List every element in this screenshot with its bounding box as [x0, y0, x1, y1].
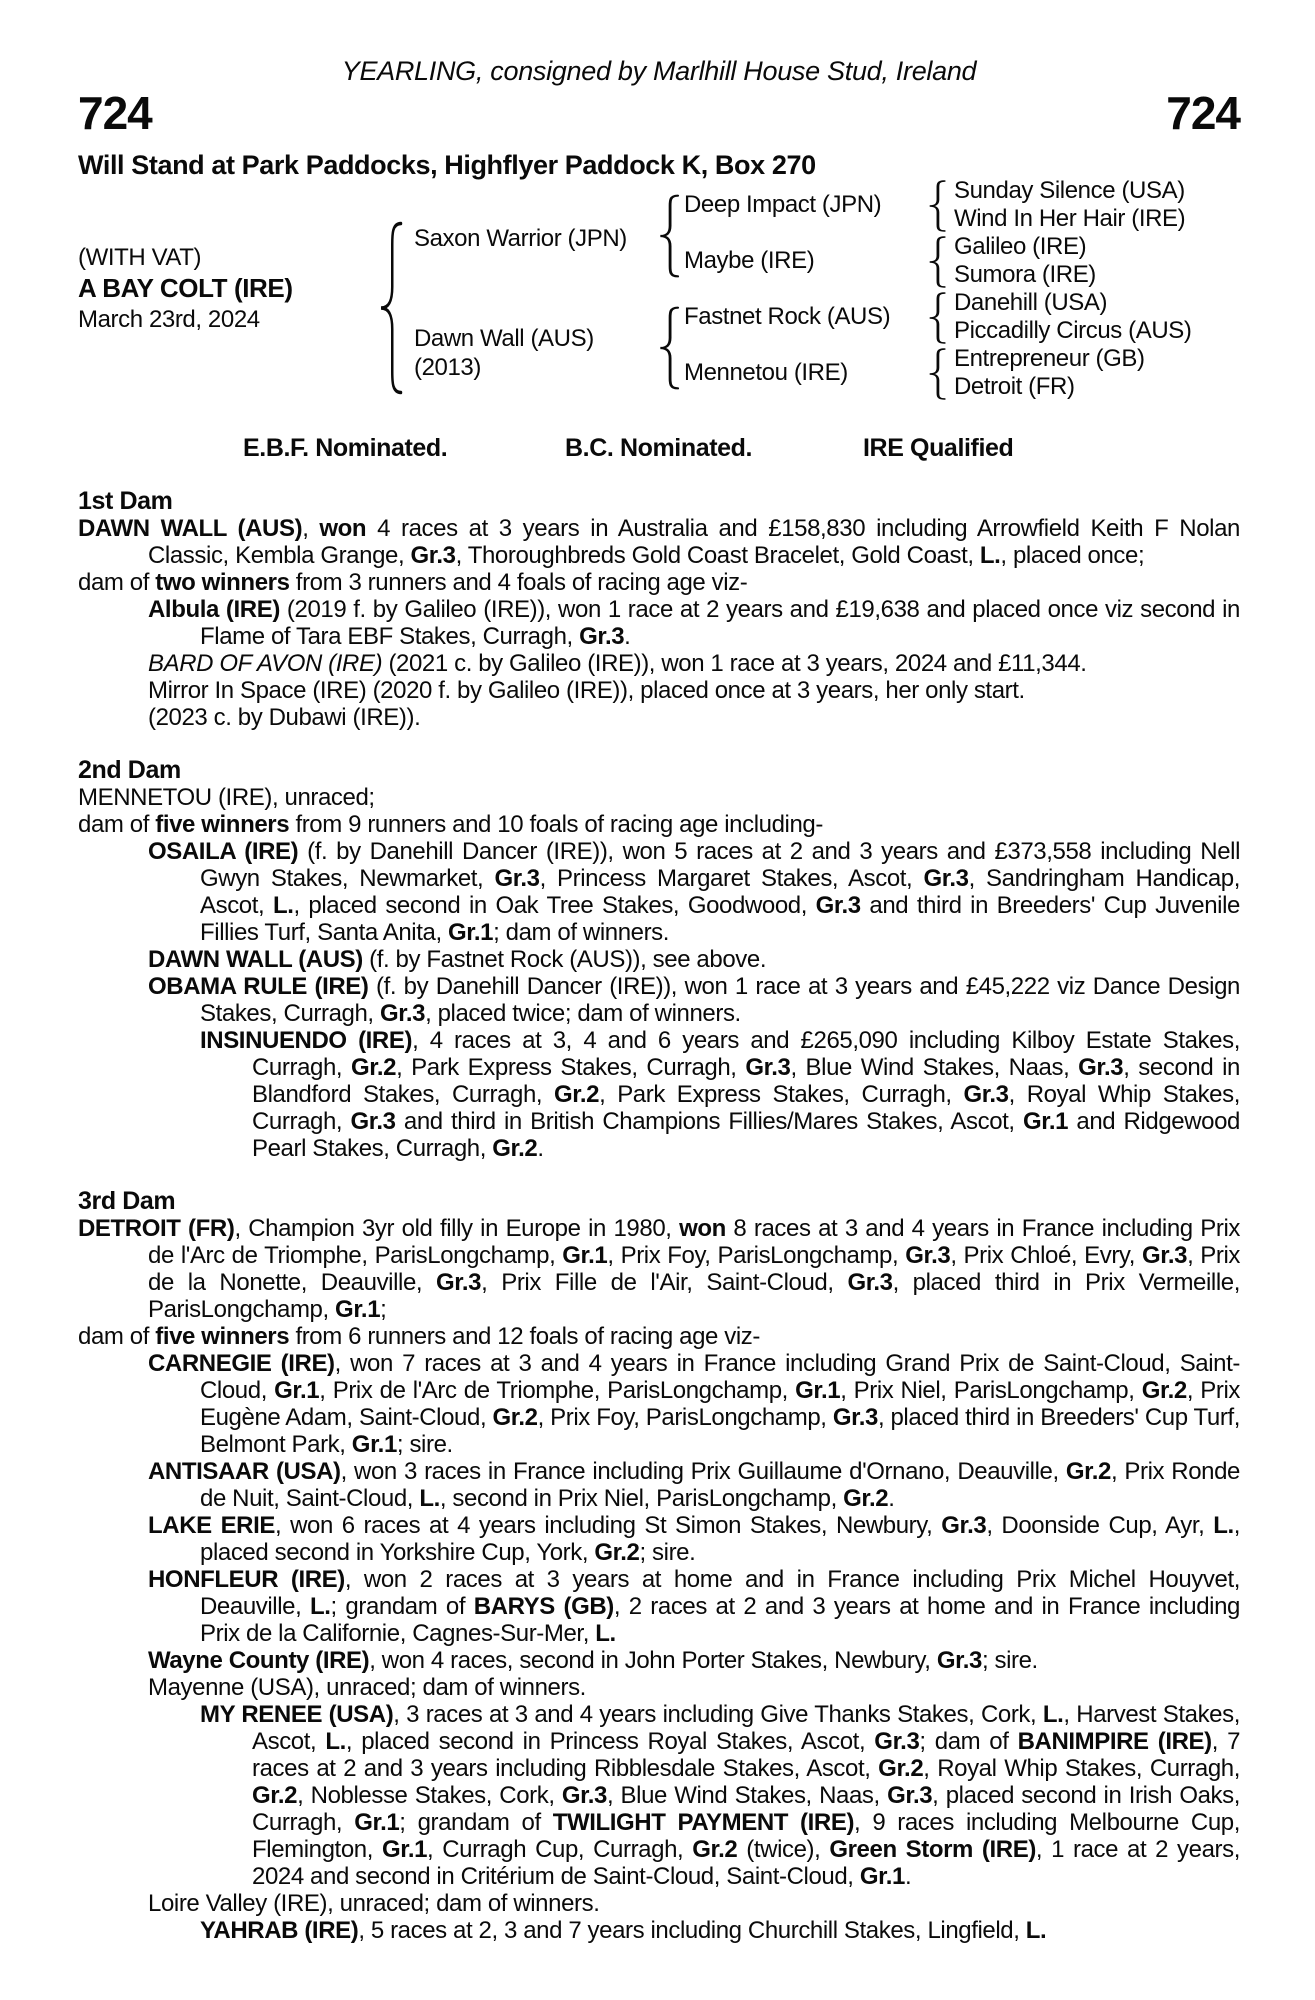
dam-year: (2013) [414, 354, 481, 381]
dam-section-title: 2nd Dam [78, 756, 181, 784]
text-run: Gr.2 [1141, 1377, 1187, 1404]
text-run: won [319, 515, 367, 542]
text-run: (twice), [737, 1836, 830, 1863]
text-run: (2023 c. by Dubawi (IRE)). [148, 704, 421, 731]
text-run: 4 races at 3 years in Australia and £158,830 including Arrowfield Keith F Nolan Classic, Kembla Grange, [148, 515, 1240, 569]
text-run: Gr.3 [436, 1269, 482, 1296]
text-run: , Prix Niel, ParisLongchamp, [840, 1377, 1142, 1404]
lot-number-right: 724 [1166, 87, 1240, 139]
text-run: from 3 runners and 4 foals of racing age viz- [289, 569, 748, 596]
text-run: ; dam of [919, 1728, 1018, 1755]
text-run: Gr.2 [594, 1539, 640, 1566]
dam-dam: Mennetou (IRE) [684, 359, 848, 386]
pedigree-text-paragraph [78, 704, 1240, 731]
vat-note: (WITH VAT) [78, 244, 202, 271]
text-run: Gr.3 [936, 1647, 982, 1674]
text-run: Gr.3 [1078, 1054, 1124, 1081]
text-run: BARD OF AVON (IRE) [148, 650, 383, 677]
text-run: , placed third in Breeders' Cup Turf, Belmont Park, [200, 1404, 1240, 1458]
text-run: , Park Express Stakes, Curragh, [396, 1054, 746, 1081]
pedigree-text-paragraph [78, 569, 1240, 596]
text-run: , Royal Whip Stakes, Curragh, [923, 1755, 1240, 1782]
text-run: BANIMPIRE (IRE) [1017, 1728, 1212, 1755]
text-run: , 4 races at 3, 4 and 6 years and £265,090 including Kilboy Estate Stakes, Curragh, [252, 1027, 1240, 1081]
pedigree-text-paragraph [78, 596, 1240, 650]
pedigree-text-paragraph [78, 515, 1240, 569]
dam-name: Dawn Wall (AUS) [414, 325, 594, 352]
text-run: , won 3 races in France including Prix Guillaume d'Ornano, Deauville, [340, 1458, 1066, 1485]
text-run: two winners [155, 569, 290, 596]
text-run: Gr.3 [579, 623, 625, 650]
pedigree-text-paragraph [78, 1512, 1240, 1566]
text-run: L. [979, 542, 1001, 569]
text-run: L. [310, 1593, 331, 1620]
ebf-nominated-label: E.B.F. Nominated. [243, 434, 448, 462]
text-run: , Sandringham Handicap, Ascot, [200, 865, 1240, 919]
text-run: , Prix Fille de l'Air, Saint-Cloud, [481, 1269, 848, 1296]
text-run: , Thoroughbreds Gold Coast Bracelet, Gold Coast, [455, 542, 980, 569]
gen3-name: Galileo (IRE) [954, 233, 1087, 260]
text-run: . [888, 1485, 895, 1512]
text-run: won [679, 1215, 726, 1242]
text-run: Gr.3 [561, 1782, 607, 1809]
text-run: Gr.3 [379, 1000, 426, 1027]
text-run: , Prix Foy, ParisLongchamp, [537, 1404, 833, 1431]
pedigree-text-paragraph [78, 1215, 1240, 1323]
dam-sections [78, 488, 1240, 1944]
text-run: Gr.2 [692, 1836, 738, 1863]
gen3-name: Detroit (FR) [954, 373, 1075, 400]
text-run: L. [325, 1728, 346, 1755]
text-run: TWILIGHT PAYMENT (IRE) [552, 1809, 855, 1836]
text-run: , Princess Margaret Stakes, Ascot, [539, 865, 924, 892]
pedigree-text-paragraph [78, 1890, 1240, 1917]
pedigree-text-paragraph [78, 1917, 1240, 1944]
text-run: , Curragh Cup, Curragh, [427, 1836, 693, 1863]
foal-date: March 23rd, 2024 [78, 306, 260, 333]
pedigree-text-paragraph [78, 811, 1240, 838]
text-run: , second in Prix Niel, ParisLongchamp, [439, 1485, 844, 1512]
text-run: MY RENEE (USA) [200, 1701, 394, 1728]
text-run: Gr.3 [847, 1269, 893, 1296]
lot-number-row [78, 87, 1240, 139]
text-run: Gr.3 [923, 865, 969, 892]
text-run: Gr.2 [350, 1054, 397, 1081]
text-run: Gr.3 [963, 1081, 1009, 1108]
text-run: Mirror In Space (IRE) (2020 f. by Galileo (IRE)), placed once at 3 years, her only start. [148, 677, 1025, 704]
text-run: Green Storm (IRE) [829, 1836, 1036, 1863]
text-run: , Park Express Stakes, Curragh, [599, 1081, 964, 1108]
text-run: YAHRAB (IRE) [200, 1917, 359, 1944]
consignment-title: YEARLING, consigned by Marlhill House Stud, Ireland [341, 56, 977, 86]
text-run: , 9 races including Melbourne Cup, Flemington, [252, 1809, 1240, 1863]
dam-sire: Fastnet Rock (AUS) [684, 303, 891, 330]
gen3-name: Piccadilly Circus (AUS) [954, 317, 1192, 344]
text-run: , placed once; [1000, 542, 1145, 569]
horse-name: A BAY COLT (IRE) [78, 273, 293, 303]
text-run: five winners [155, 1323, 290, 1350]
text-run: dam of [78, 569, 156, 596]
dam-name-block [414, 324, 594, 382]
text-run: and third in British Champions Fillies/Mares Stakes, Ascot, [395, 1108, 1023, 1135]
pedigree-text-paragraph [78, 784, 1240, 811]
text-run: Gr.3 [1141, 1242, 1188, 1269]
text-run: MENNETOU (IRE), unraced; [78, 784, 375, 811]
pedigree-text-paragraph [78, 1647, 1240, 1674]
pedigree-text-paragraph [78, 1323, 1240, 1350]
text-run: (f. by Danehill Dancer (IRE)), won 1 race at 3 years and £45,222 viz Dance Design Stakes, Curragh, [200, 973, 1240, 1027]
pedigree-brace-icon [926, 236, 948, 288]
pedigree-brace-icon [376, 220, 406, 396]
text-run: Gr.3 [832, 1404, 878, 1431]
text-run: , placed second in Princess Royal Stakes, Ascot, [345, 1728, 875, 1755]
lot-info [78, 242, 293, 335]
gen3-name: Entrepreneur (GB) [954, 345, 1145, 372]
text-run: L. [419, 1485, 440, 1512]
text-run: 8 races at 3 and 4 years in France including Prix de l'Arc de Triomphe, ParisLongchamp, [148, 1215, 1240, 1269]
pedigree-text-paragraph [78, 1566, 1240, 1647]
text-run: from 9 runners and 10 foals of racing age including- [289, 811, 823, 838]
text-run: LAKE ERIE [148, 1512, 275, 1539]
pedigree-text-paragraph [78, 946, 1240, 973]
sire-name: Saxon Warrior (JPN) [414, 225, 627, 252]
pedigree-text-paragraph [78, 1674, 1240, 1701]
text-run: Gr.3 [815, 892, 861, 919]
text-run: Wayne County (IRE) [148, 1647, 370, 1674]
text-run: L. [1025, 1917, 1047, 1944]
pedigree-text-paragraph [78, 1701, 1240, 1890]
text-run: ; sire. [639, 1539, 696, 1566]
text-run: Gr.3 [745, 1054, 791, 1081]
text-run: . [624, 623, 631, 650]
text-run: DETROIT (FR) [78, 1215, 235, 1242]
text-run: Gr.3 [941, 1512, 987, 1539]
text-run: L. [1213, 1512, 1234, 1539]
text-run: and third in Breeders' Cup Juvenile Fillies Turf, Santa Anita, [200, 892, 1240, 946]
text-run: (2019 f. by Galileo (IRE)), won 1 race at 2 years and £19,638 and placed once viz second in Flame of Tara EBF Stakes, Curragh, [200, 596, 1240, 650]
text-run: L. [595, 1620, 616, 1647]
text-run: OSAILA (IRE) [148, 838, 299, 865]
text-run: ; grandam of [399, 1809, 553, 1836]
text-run: and Ridgewood Pearl Stakes, Curragh, [252, 1108, 1240, 1162]
text-run: , placed third in Prix Vermeille, ParisLongchamp, [148, 1269, 1240, 1323]
text-run: , Noblesse Stakes, Cork, [297, 1782, 562, 1809]
text-run: , 3 races at 3 and 4 years including Give Thanks Stakes, Cork, [393, 1701, 1043, 1728]
text-run: dam of [78, 1323, 156, 1350]
ire-qualified-label: IRE Qualified [863, 434, 1014, 462]
text-run: , Royal Whip Stakes, Curragh, [252, 1081, 1240, 1135]
text-run: ; [380, 1296, 387, 1323]
text-run: Gr.3 [350, 1108, 396, 1135]
text-run: , placed second in Irish Oaks, Curragh, [252, 1782, 1240, 1836]
gen3-name: Wind In Her Hair (IRE) [954, 205, 1186, 232]
pedigree-text-paragraph [78, 1350, 1240, 1458]
text-run: Gr.3 [887, 1782, 933, 1809]
text-run: , won 6 races at 4 years including St Simon Stakes, Newbury, [274, 1512, 942, 1539]
pedigree-text-paragraph [78, 650, 1240, 677]
text-run: ; sire. [981, 1647, 1038, 1674]
text-run: ; dam of winners. [493, 919, 670, 946]
text-run: . [537, 1135, 544, 1162]
text-run: Gr.1 [335, 1296, 381, 1323]
text-run: , won 4 races, second in John Porter Stakes, Newbury, [369, 1647, 937, 1674]
dam-section-title: 3rd Dam [78, 1187, 176, 1215]
text-run: Gr.2 [843, 1485, 889, 1512]
text-run: Gr.3 [410, 542, 456, 569]
text-run: , 7 races at 2 and 3 years including Ribblesdale Stakes, Ascot, [252, 1728, 1241, 1782]
text-run: Gr.2 [492, 1404, 538, 1431]
text-run: Gr.1 [859, 1863, 905, 1890]
pedigree-brace-icon [656, 306, 682, 390]
text-run: Gr.1 [795, 1377, 841, 1404]
text-run: Gr.1 [274, 1377, 320, 1404]
text-run: Gr.1 [381, 1836, 428, 1863]
text-run: Gr.2 [878, 1755, 924, 1782]
text-run: BARYS (GB) [473, 1593, 614, 1620]
text-run: Gr.1 [448, 919, 494, 946]
bc-nominated-label: B.C. Nominated. [565, 434, 753, 462]
pedigree-text-paragraph [78, 838, 1240, 946]
text-run: , won 2 races at 3 years at home and in France including Prix Michel Houyvet, Deauville, [200, 1566, 1240, 1620]
text-run: , Doonside Cup, Ayr, [986, 1512, 1214, 1539]
text-run: CARNEGIE (IRE) [148, 1350, 335, 1377]
text-run: DAWN WALL (AUS) [78, 515, 303, 542]
text-run: OBAMA RULE (IRE) [148, 973, 369, 1000]
text-run: Gr.2 [554, 1081, 600, 1108]
gen3-name: Sumora (IRE) [954, 261, 1096, 288]
text-run: ; sire. [396, 1431, 453, 1458]
text-run: L. [272, 892, 294, 919]
gen3-name: Danehill (USA) [954, 289, 1108, 316]
pedigree-text-paragraph [78, 1027, 1240, 1162]
text-run: , Prix Eugène Adam, Saint-Cloud, [200, 1377, 1240, 1431]
text-run: , Prix Ronde de Nuit, Saint-Cloud, [200, 1458, 1240, 1512]
text-run: , [302, 515, 320, 542]
text-run: , Blue Wind Stakes, Naas, [607, 1782, 888, 1809]
text-run: Gr.2 [492, 1135, 538, 1162]
text-run: , 2 races at 2 and 3 years at home and in France including Prix de la Californie, Cagnes-Sur-Mer, [200, 1593, 1241, 1647]
text-run: , placed second in Yorkshire Cup, York, [200, 1512, 1240, 1566]
text-run: (2021 c. by Galileo (IRE)), won 1 race at 3 years, 2024 and £11,344. [382, 650, 1087, 677]
text-run: , Harvest Stakes, Ascot, [252, 1701, 1240, 1755]
pedigree-brace-icon [926, 348, 948, 400]
pedigree-tree [78, 177, 1240, 426]
text-run: , Prix de la Nonette, Deauville, [148, 1242, 1241, 1296]
text-run: , Blue Wind Stakes, Naas, [790, 1054, 1079, 1081]
text-run: Gr.1 [354, 1809, 400, 1836]
text-run: , Champion 3yr old filly in Europe in 1980, [234, 1215, 680, 1242]
sire-sire: Deep Impact (JPN) [684, 191, 882, 218]
text-run: Gr.2 [252, 1782, 298, 1809]
text-run: , placed twice; dam of winners. [425, 1000, 741, 1027]
nominations-row [78, 434, 1240, 462]
text-run: five winners [155, 811, 290, 838]
pedigree-text-paragraph [78, 677, 1240, 704]
text-run: Gr.1 [562, 1242, 608, 1269]
text-run: Gr.1 [1022, 1108, 1069, 1135]
text-run: ANTISAAR (USA) [148, 1458, 341, 1485]
text-run: from 6 runners and 12 foals of racing age viz- [289, 1323, 760, 1350]
text-run: . [904, 1863, 912, 1890]
pedigree-brace-icon [926, 180, 948, 232]
text-run: Gr.3 [874, 1728, 920, 1755]
text-run: , won 7 races at 3 and 4 years in France including Grand Prix de Saint-Cloud, Saint-Cloud, [200, 1350, 1240, 1404]
pedigree-brace-icon [656, 194, 682, 278]
text-run: DAWN WALL (AUS) [148, 946, 363, 973]
text-run: , Prix de l'Arc de Triomphe, ParisLongchamp, [319, 1377, 796, 1404]
text-run: (f. by Fastnet Rock (AUS)), see above. [362, 946, 767, 973]
text-run: , 5 races at 2, 3 and 7 years including Churchill Stakes, Lingfield, [358, 1917, 1026, 1944]
text-run: (f. by Danehill Dancer (IRE)), won 5 races at 2 and 3 years and £373,558 including Nell Gwyn Stakes, Newmarket, [200, 838, 1241, 892]
text-run: , placed second in Oak Tree Stakes, Goodwood, [293, 892, 816, 919]
text-run: , 1 race at 2 years, 2024 and second in Critérium de Saint-Cloud, Saint-Cloud, [252, 1836, 1240, 1890]
text-run: , Prix Foy, ParisLongchamp, [607, 1242, 906, 1269]
stand-location: Will Stand at Park Paddocks, Highflyer Paddock K, Box 270 [78, 150, 816, 180]
sire-dam: Maybe (IRE) [684, 247, 815, 274]
text-run: L. [1042, 1701, 1064, 1728]
text-run: HONFLEUR (IRE) [148, 1566, 345, 1593]
text-run: Gr.1 [351, 1431, 397, 1458]
text-run: Gr.3 [905, 1242, 951, 1269]
text-run: Albula (IRE) [148, 596, 280, 623]
pedigree-text-paragraph [78, 1458, 1240, 1512]
text-run: ; grandam of [330, 1593, 474, 1620]
text-run: INSINUENDO (IRE) [200, 1027, 413, 1054]
text-run: , second in Blandford Stakes, Curragh, [252, 1054, 1240, 1108]
lot-number-left: 724 [78, 87, 152, 139]
pedigree-text-paragraph [78, 973, 1240, 1027]
text-run: Mayenne (USA), unraced; dam of winners. [148, 1674, 586, 1701]
pedigree-brace-icon [926, 292, 948, 344]
dam-section-title: 1st Dam [78, 487, 173, 515]
text-run: , Prix Chloé, Evry, [950, 1242, 1142, 1269]
page-content [78, 56, 1240, 1944]
text-run: Gr.2 [1065, 1458, 1111, 1485]
text-run: dam of [78, 811, 156, 838]
gen3-name: Sunday Silence (USA) [954, 177, 1185, 204]
text-run: Loire Valley (IRE), unraced; dam of winners. [148, 1890, 600, 1917]
text-run: Gr.3 [494, 865, 540, 892]
